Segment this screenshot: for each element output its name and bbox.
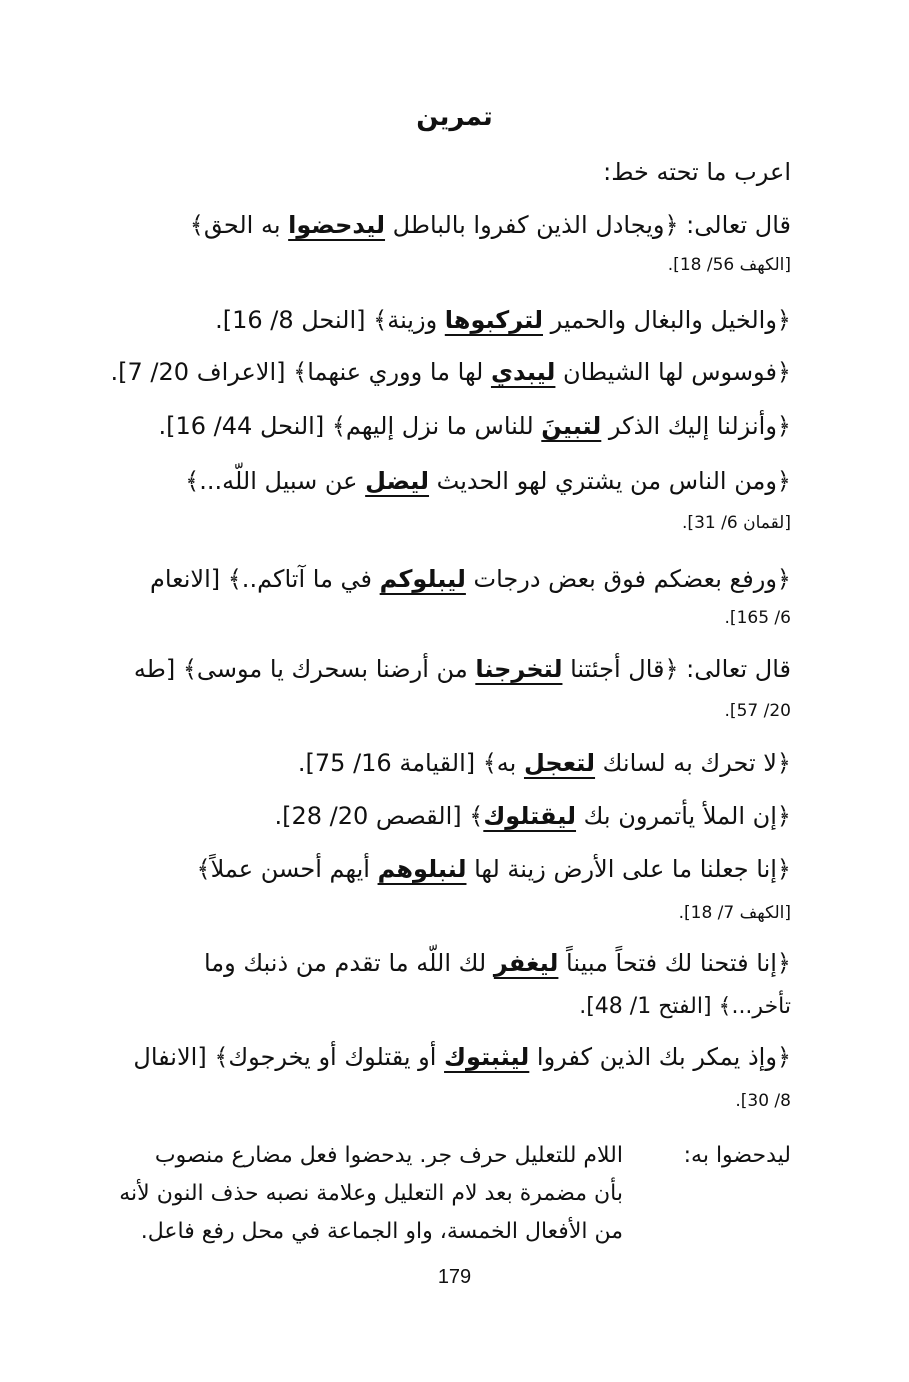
line-text-before: ﴿إن الملأ يأتمرون بك xyxy=(576,802,791,830)
page-title: تمرين xyxy=(416,102,493,132)
exercise-citation: [الكهف 7/ 18]. xyxy=(678,903,791,923)
underlined-word: لتركبوها xyxy=(444,306,543,334)
exercise-citation: [الكهف 56/ 18]. xyxy=(667,255,791,275)
line-text-after: به﴾ [القيامة 16/ 75]. xyxy=(297,749,524,777)
analysis-label: ليدحضوا به: xyxy=(683,1143,791,1168)
exercise-line xyxy=(116,303,791,337)
analysis-line: من الأفعال الخمسة، واو الجماعة في محل رفع فاعل. xyxy=(140,1219,623,1244)
line-text-before: ﴿فوسوس لها الشيطان xyxy=(555,358,791,386)
line-text-before: ﴿إنا فتحنا لك فتحاً مبيناً xyxy=(558,949,791,977)
line-text-after: في ما آتاكم..﴾ [الانعام xyxy=(149,565,380,593)
line-text-after: وزينة﴾ [النحل 8/ 16]. xyxy=(215,306,445,334)
underlined-word: ليضل xyxy=(365,467,430,495)
instruction: اعرب ما تحته خط: xyxy=(603,158,791,186)
line-text-before: ﴿ومن الناس من يشتري لهو الحديث xyxy=(429,467,791,495)
line-text-before: ﴿وأنزلنا إليك الذكر xyxy=(601,412,791,440)
exercise-line xyxy=(116,562,791,596)
exercise-line xyxy=(110,355,791,389)
underlined-word: ليبلوكم xyxy=(379,565,466,593)
exercise-citation: [لقمان 6/ 31]. xyxy=(682,513,791,533)
analysis-line: بأن مضمرة بعد لام التعليل وعلامة نصبه حذف النون لأنه xyxy=(119,1181,623,1206)
underlined-word: لتعجل xyxy=(523,749,596,777)
underlined-word: لتخرجنا xyxy=(475,655,563,683)
underlined-word: ليثبتوك xyxy=(444,1043,530,1071)
underlined-word: ليغفر xyxy=(493,949,559,977)
exercise-continuation: تأخر...﴾ [الفتح 1/ 48]. xyxy=(579,994,791,1019)
line-text-after: لها ما ووري عنهما﴾ [الاعراف 20/ 7]. xyxy=(110,358,491,386)
underlined-word: لتبينَ xyxy=(541,412,602,440)
line-text-before: ﴿لا تحرك به لسانك xyxy=(595,749,791,777)
exercise-citation: 6/ 165]. xyxy=(724,608,791,628)
line-text-after: للناس ما نزل إليهم﴾ [النحل 44/ 16]. xyxy=(158,412,542,440)
exercise-line xyxy=(116,208,791,242)
exercise-line xyxy=(116,1040,791,1074)
line-text-before: ﴿إنا جعلنا ما على الأرض زينة لها xyxy=(466,855,791,883)
line-text-after: أو يقتلوك أو يخرجوك﴾ [الانفال xyxy=(133,1043,445,1071)
underlined-word: ليدحضوا xyxy=(288,211,386,239)
exercise-line xyxy=(116,652,791,686)
line-text-after: عن سبيل اللّه...﴾ xyxy=(185,467,366,495)
exercise-line xyxy=(116,946,791,980)
line-text-after: ﴾ [القصص 20/ 28]. xyxy=(274,802,484,830)
line-text-after: به الحق﴾ xyxy=(189,211,289,239)
line-text-after: أيهم أحسن عملاً﴾ xyxy=(196,855,378,883)
line-text-before: قال تعالى: ﴿قال أجئتنا xyxy=(562,655,791,683)
underlined-word: ليبدي xyxy=(490,358,556,386)
exercise-citation: 8/ 30]. xyxy=(735,1091,791,1111)
exercise-line xyxy=(116,464,791,498)
page-number: 179 xyxy=(437,1266,472,1288)
line-text-before: ﴿والخيل والبغال والحمير xyxy=(543,306,791,334)
exercise-line xyxy=(116,746,791,780)
line-text-after: لك اللّه ما تقدم من ذنبك وما xyxy=(203,949,494,977)
exercise-citation: 20/ 57]. xyxy=(724,701,791,721)
analysis-line: اللام للتعليل حرف جر. يدحضوا فعل مضارع منصوب xyxy=(154,1143,623,1168)
exercise-line xyxy=(116,409,791,443)
exercise-line xyxy=(116,799,791,833)
line-text-before: ﴿ورفع بعضكم فوق بعض درجات xyxy=(465,565,791,593)
line-text-after: من أرضنا بسحرك يا موسى﴾ [طه xyxy=(133,655,476,683)
underlined-word: لنبلوهم xyxy=(377,855,467,883)
exercise-line xyxy=(116,852,791,886)
line-text-before: ﴿وإذ يمكر بك الذين كفروا xyxy=(529,1043,791,1071)
line-text-before: قال تعالى: ﴿ويجادل الذين كفروا بالباطل xyxy=(385,211,791,239)
underlined-word: ليقتلوك xyxy=(483,802,577,830)
